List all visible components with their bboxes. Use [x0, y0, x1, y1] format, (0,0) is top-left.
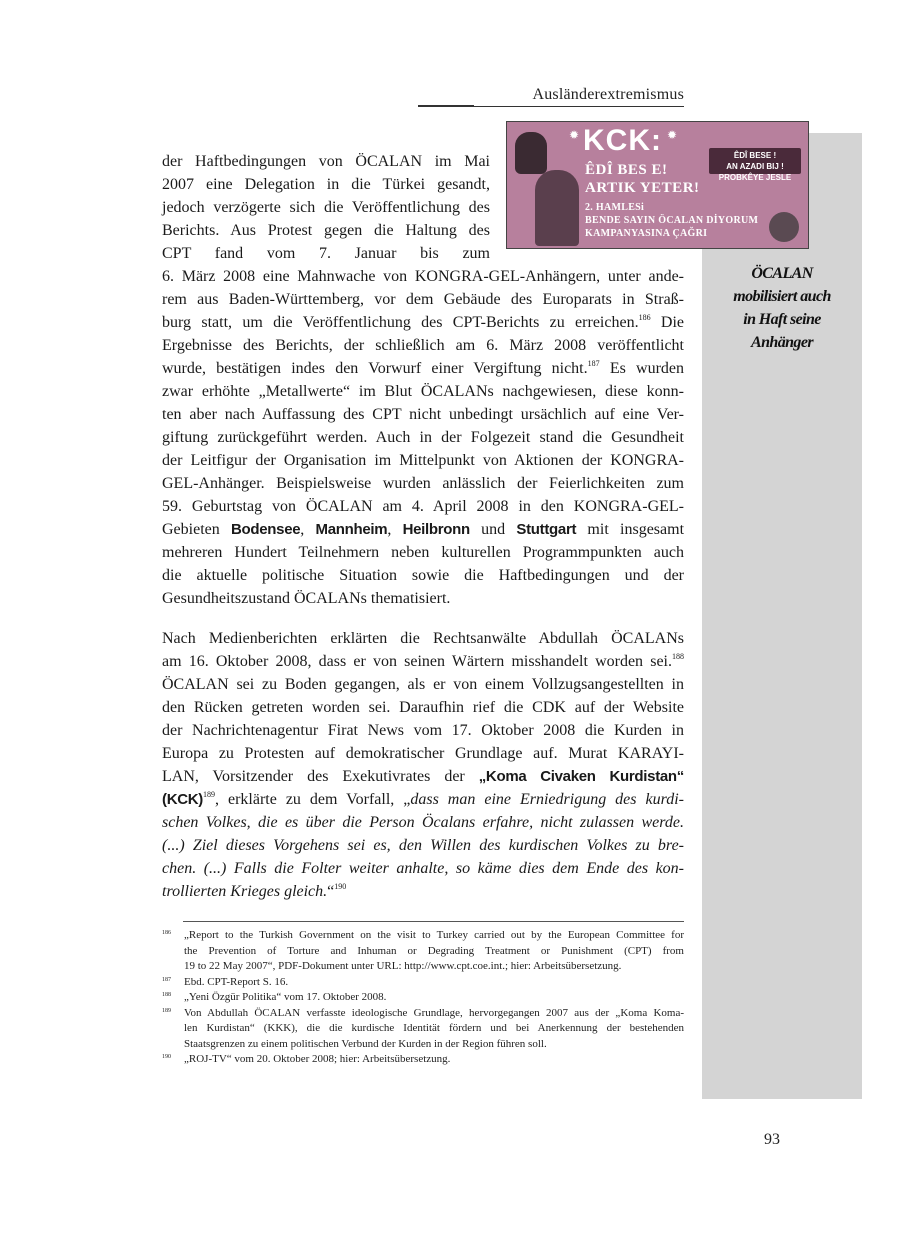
banner-sign-line: ÊDÎ BESE !	[733, 151, 777, 160]
text-run: burg statt, um die Veröffentlichung des CPT-Berichts zu erreichen.	[162, 314, 639, 331]
running-head: Ausländerextremismus	[532, 86, 684, 103]
banner-sign	[709, 148, 801, 182]
star-icon: ✹	[569, 128, 580, 142]
banner-text-line: KAMPANYASINA ÇAĞRI	[585, 228, 708, 239]
margin-note-line: mobilisiert auch	[733, 288, 831, 305]
text-run: Es wurden	[599, 360, 685, 377]
text-line: ÖCALAN sei zu Boden gegangen, als er von einem Vollzugsangestellten in	[162, 676, 684, 693]
highlighted-place: Stuttgart	[516, 521, 577, 538]
text-line: GEL-Anhänger. Beispielsweise wurden anlässlich der Feierlichkeiten zum	[162, 475, 684, 492]
quotation-line: chen. (...) Falls die Folter weiter anhalte, so käme dies dem Ende des kon-	[162, 860, 684, 877]
text-line: ten aber nach Auffassung des CPT nicht unbedingt ursächlich auf eine Ver-	[162, 406, 684, 423]
text-line: Europa zu Protesten auf demokratischer Grundlage auf. Murat KARAYI-	[162, 745, 684, 762]
text-line: jedoch verzögerte sich die Veröffentlichung des	[162, 199, 490, 216]
header-rule-accent	[418, 105, 474, 107]
text-run: ,	[300, 521, 316, 538]
footnote-ref[interactable]: 188	[672, 652, 684, 661]
banner-text-line: 2. HAMLESi	[585, 202, 645, 213]
text-line	[162, 357, 684, 380]
text-line	[162, 650, 684, 673]
text-run: wurde, bestätigen indes den Vorwurf einer Vergiftung nicht.	[162, 360, 588, 377]
text-line: der Haftbedingungen von ÖCALAN im Mai	[162, 153, 490, 170]
text-line: CPT fand vom 7. Januar bis zum	[162, 245, 490, 262]
text-line	[162, 880, 684, 903]
text-line	[162, 788, 684, 811]
text-run: Die	[650, 314, 685, 331]
text-run: ,	[387, 521, 403, 538]
footnote-line: 19 to 22 May 2007“, PDF-Dokument unter URL: http://www.cpt.coe.int.; hier: Arbeitsübersetzung.	[184, 960, 622, 972]
text-run: und	[469, 521, 517, 538]
text-line: den Rücken getreten worden sei. Daraufhin rief die CDK auf der Website	[162, 699, 684, 716]
quotation: trollierten Krieges gleich.	[162, 883, 328, 900]
highlighted-place: Heilbronn	[402, 521, 470, 538]
quotation: dass man eine Erniedrigung des kurdi-	[410, 791, 685, 808]
footnote-line: Staatsgrenzen zu einem politischen Verbund der Kurden in der Region führen soll.	[184, 1037, 547, 1050]
footnote	[162, 928, 684, 975]
footnote-number: 189	[162, 1007, 171, 1014]
text-line	[162, 765, 684, 788]
text-line: mehreren Hundert Teilnehmern neben kulturellen Programmpunkten auch	[162, 544, 684, 561]
page-number: 93	[764, 1131, 780, 1148]
footnote	[162, 1052, 684, 1068]
quotation-line: (...) Ziel dieses Vorgehens sei es, den Willen des kurdischen Volkes zu bre-	[162, 837, 684, 854]
text-line: der Leitfigur der Organisation im Mittelpunkt von Aktionen der KONGRA-	[162, 452, 684, 469]
footnote-ref[interactable]: 189	[203, 790, 215, 799]
text-line: der Nachrichtenagentur Firat News vom 17. Oktober 2008 die Kurden in	[162, 722, 684, 739]
text-line: Berichts. Aus Protest gegen die Haltung des	[162, 222, 490, 239]
text-run: mit insgesamt	[576, 521, 685, 538]
text-line: giftung zurückgeführt werden. Auch in der Folgezeit stand die Gesundheit	[162, 429, 684, 446]
text-run: Gebieten	[162, 521, 231, 538]
text-line: zwar erhöhte „Metallwerte“ im Blut ÖCALANs nachgewiesen, diese konn-	[162, 383, 684, 400]
footnote	[162, 1006, 684, 1053]
body-paragraph	[162, 150, 684, 610]
footnote-line: the Prevention of Torture and Inhuman or Degrading Treatment or Punishment (CPT) from	[184, 944, 684, 957]
text-line: 2007 eine Delegation in die Türkei gesandt,	[162, 176, 490, 193]
footnote-line: „ROJ-TV“ vom 20. Oktober 2008; hier: Arbeitsübersetzung.	[184, 1053, 451, 1065]
footnote-line: len Kurdistan“ (KKK), die die kurdische Identität fördern und bei Anerkennung der bestehenden	[184, 1022, 684, 1034]
body-paragraph	[162, 627, 684, 903]
star-icon: ✹	[667, 128, 678, 142]
text-run: , erklärte zu dem Vorfall, „	[215, 791, 411, 808]
footnote-line: „Report to the Turkish Government on the visit to Turkey carried out by the European Committee for	[184, 929, 684, 941]
margin-note-line: Anhänger	[751, 334, 813, 351]
banner-sign-line: AN AZADI BIJ ! PROBKÊYE JESLE	[718, 162, 792, 182]
text-line	[162, 518, 684, 541]
footnote-line: Ebd. CPT-Report S. 16.	[184, 975, 289, 988]
text-run: LAN, Vorsitzender des Exekutivrates der	[162, 768, 479, 785]
highlighted-place: Mannheim	[315, 521, 388, 538]
footnote-ref[interactable]: 187	[587, 359, 600, 368]
margin-note-line: ÖCALAN	[751, 265, 813, 282]
text-line: 59. Geburtstag von ÖCALAN am 4. April 2008 in den KONGRA-GEL-	[162, 498, 684, 515]
highlighted-organization: (KCK)	[162, 791, 203, 808]
text-run: “	[327, 883, 335, 900]
text-line	[162, 311, 684, 334]
footnote-number: 190	[162, 1054, 171, 1060]
text-line: Gesundheitszustand ÖCALANs thematisiert.	[162, 590, 451, 607]
margin-note-line: in Haft seine	[743, 311, 821, 328]
quotation-line: schen Volkes, die es über die Person Öcalans erfahre, nicht zulassen werde.	[162, 814, 684, 831]
footnote-number: 186	[162, 930, 171, 936]
highlighted-organization: „Koma Civaken Kurdistan“	[478, 768, 684, 785]
footnote-number: 188	[162, 992, 171, 998]
banner-text-line: BENDE SAYIN ÖCALAN DİYORUM	[585, 215, 759, 226]
banner-subtitle: ÊDÎ BES E!	[585, 162, 668, 178]
footnote-line: Von Abdullah ÖCALAN verfasste ideologische Grundlage, hervorgegangen 2007 aus der „Koma Koma-	[184, 1006, 684, 1019]
text-line: Ergebnisse des Berichts, der schließlich am 6. März 2008 veröffentlicht	[162, 337, 684, 354]
text-run: am 16. Oktober 2008, dass er von seinen Wärtern misshandelt worden sei.	[162, 653, 672, 670]
footnote-ref[interactable]: 190	[334, 882, 347, 891]
footnote	[162, 975, 684, 991]
banner-subtitle: ARTIK YETER!	[585, 180, 700, 196]
footnote-rule	[183, 921, 684, 922]
text-line: Nach Medienberichten erklärten die Rechtsanwälte Abdullah ÖCALANs	[162, 630, 684, 647]
banner-badge-icon	[769, 212, 799, 242]
footnote-line: „Yeni Özgür Politika“ vom 17. Oktober 2008.	[184, 991, 387, 1003]
margin-note	[710, 262, 854, 354]
text-line: 6. März 2008 eine Mahnwache von KONGRA-GEL-Anhängern, unter ande-	[162, 268, 684, 285]
footnote-number: 187	[162, 976, 171, 983]
text-line: rem aus Baden-Württemberg, vor dem Gebäude des Europarats in Straß-	[162, 291, 684, 308]
footnote-ref[interactable]: 186	[638, 313, 651, 322]
banner-title: KCK:	[583, 124, 662, 157]
footnote	[162, 990, 684, 1006]
footnotes	[162, 928, 684, 1068]
highlighted-place: Bodensee	[231, 521, 301, 538]
text-line: die aktuelle politische Situation sowie die Haftbedingungen und der	[162, 567, 684, 584]
